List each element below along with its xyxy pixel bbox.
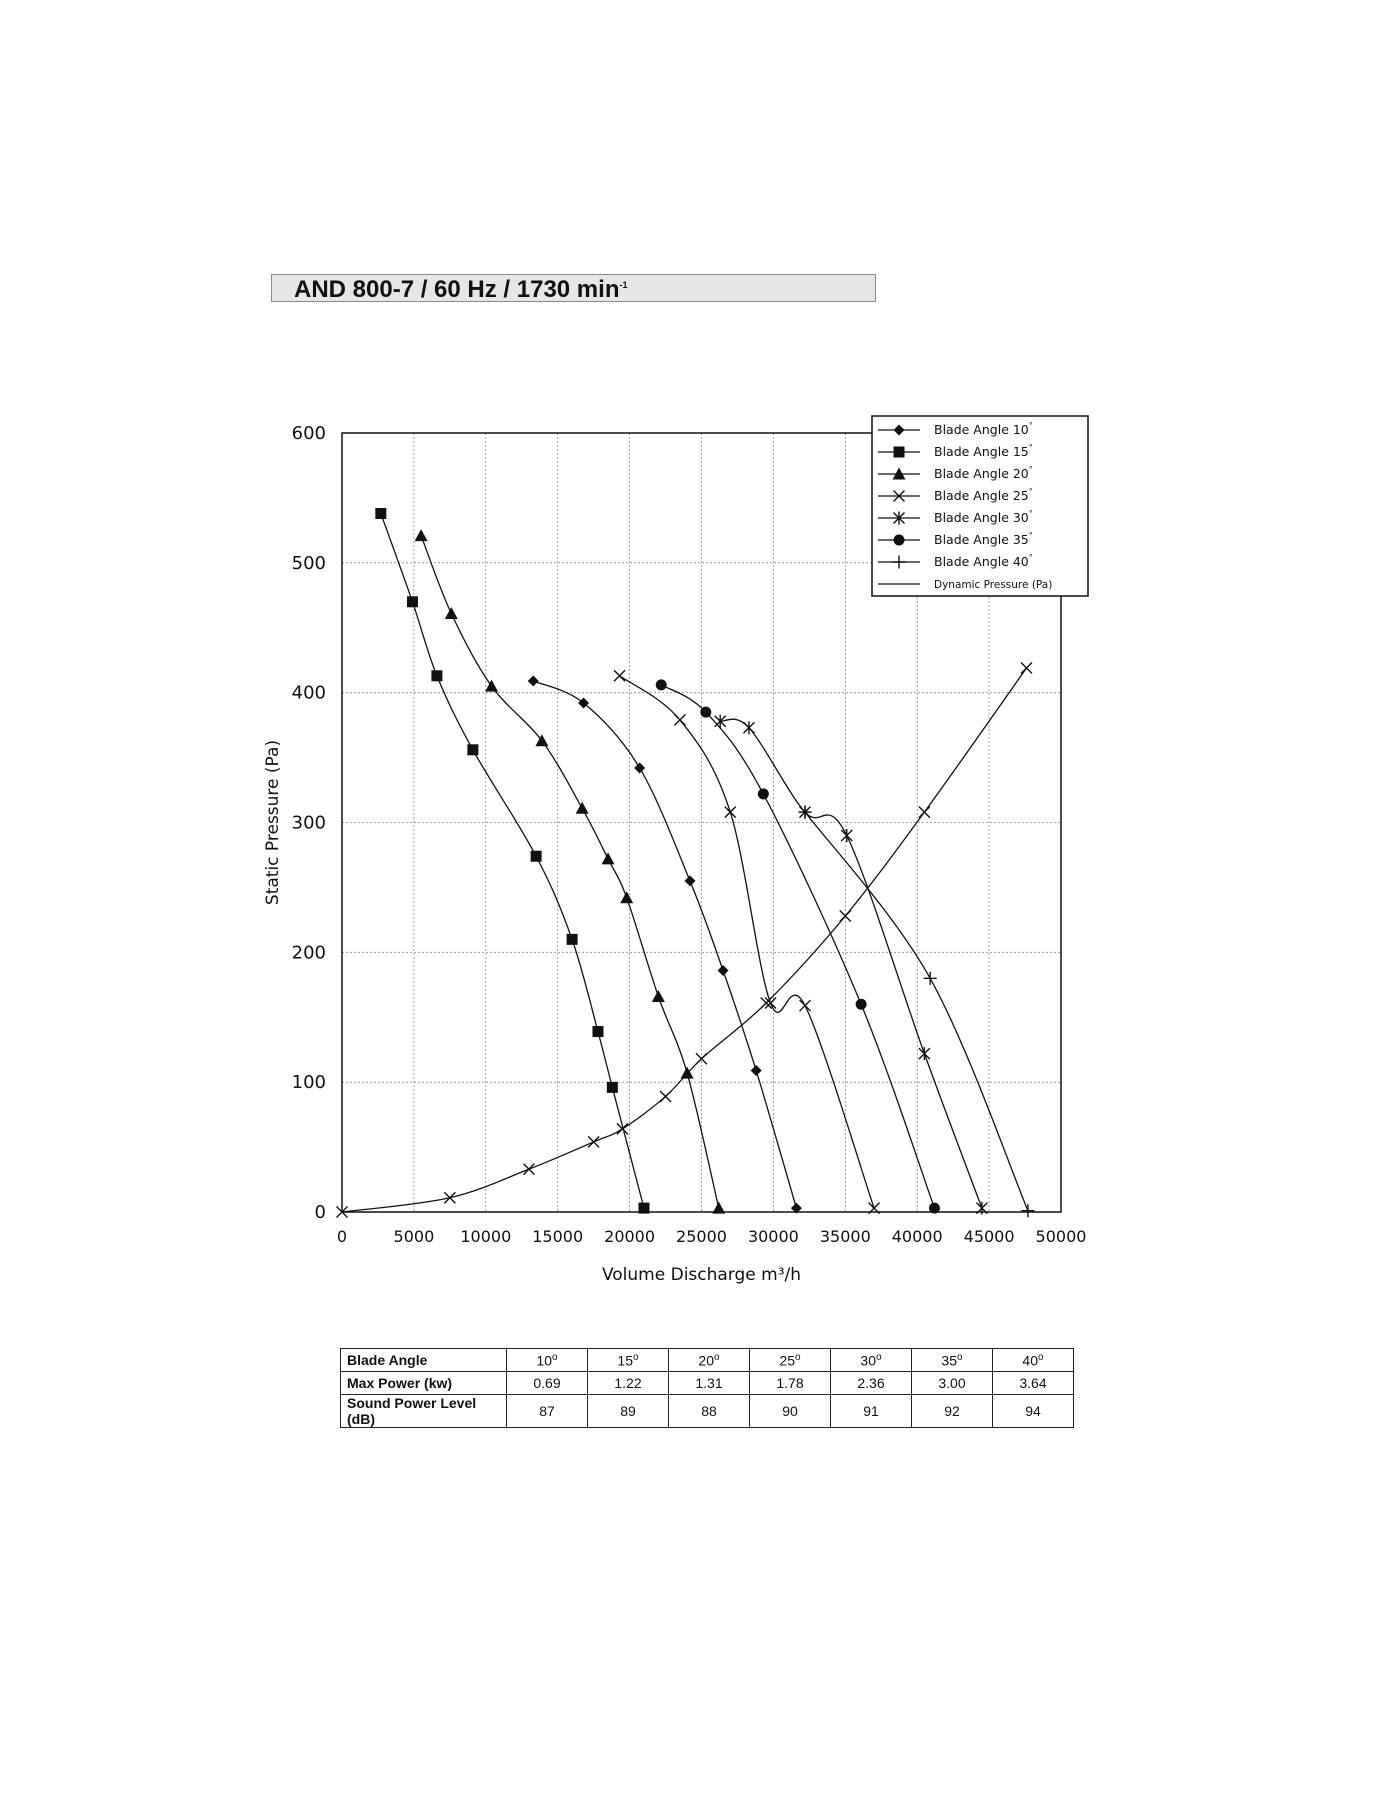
table-cell: 87 bbox=[507, 1395, 588, 1428]
data-point bbox=[638, 1203, 649, 1214]
legend-label: Blade Angle 35° bbox=[934, 531, 1033, 547]
data-point bbox=[758, 788, 769, 799]
table-cell: 1.78 bbox=[750, 1372, 831, 1395]
data-point bbox=[751, 1065, 762, 1076]
y-tick-label: 400 bbox=[291, 682, 326, 704]
data-point bbox=[976, 1202, 987, 1215]
y-tick-label: 100 bbox=[291, 1072, 326, 1094]
data-point bbox=[652, 990, 665, 1002]
data-point bbox=[656, 679, 667, 690]
data-point bbox=[444, 1192, 455, 1203]
angle-cell: 30$^o$ bbox=[831, 1349, 912, 1372]
series-group bbox=[715, 715, 988, 1215]
table-row bbox=[341, 1372, 1074, 1395]
data-point bbox=[929, 1203, 940, 1214]
data-point bbox=[614, 670, 625, 681]
data-point bbox=[841, 829, 852, 842]
y-tick-label: 600 bbox=[291, 423, 326, 444]
angle-cell: 15$^o$ bbox=[588, 1349, 669, 1372]
data-point bbox=[674, 714, 685, 725]
legend-label: Blade Angle 40° bbox=[934, 553, 1033, 569]
data-point bbox=[919, 1047, 930, 1060]
row-label: Sound Power Level (dB) bbox=[341, 1395, 507, 1428]
data-point bbox=[531, 851, 542, 862]
degree-mark: ° bbox=[1028, 553, 1033, 562]
series-group bbox=[415, 529, 726, 1214]
table-row bbox=[341, 1395, 1074, 1428]
angle-cell: 10$^o$ bbox=[507, 1349, 588, 1372]
x-axis-label: Volume Discharge m³/h bbox=[601, 1265, 802, 1285]
data-point bbox=[485, 680, 498, 692]
data-point bbox=[602, 852, 615, 864]
table-cell: 92 bbox=[912, 1395, 993, 1428]
table-cell: 94 bbox=[993, 1395, 1074, 1428]
data-point bbox=[919, 807, 930, 818]
legend-label: Blade Angle 10° bbox=[934, 421, 1033, 437]
data-point bbox=[415, 529, 428, 541]
title-exponent: -1 bbox=[619, 280, 628, 290]
series-line bbox=[620, 676, 875, 1208]
table-cell: 3.64 bbox=[993, 1372, 1074, 1395]
x-tick-label: 20000 bbox=[604, 1227, 656, 1246]
data-point bbox=[588, 1136, 599, 1147]
data-point bbox=[634, 762, 645, 773]
table-cell: 2.36 bbox=[831, 1372, 912, 1395]
data-point bbox=[576, 802, 589, 814]
data-point bbox=[856, 999, 867, 1010]
degree-mark: ° bbox=[1028, 443, 1033, 452]
table-cell: 3.00 bbox=[912, 1372, 993, 1395]
data-point bbox=[1021, 1204, 1034, 1217]
table-cell: 91 bbox=[831, 1395, 912, 1428]
data-point bbox=[924, 972, 937, 985]
data-point bbox=[528, 675, 539, 686]
y-tick-label: 200 bbox=[291, 942, 326, 964]
x-tick-label: 50000 bbox=[1035, 1227, 1087, 1246]
series-group bbox=[614, 670, 880, 1213]
table-cell: 90 bbox=[750, 1395, 831, 1428]
series-line bbox=[661, 685, 934, 1208]
table-header-row bbox=[341, 1349, 1074, 1372]
table-cell: 88 bbox=[669, 1395, 750, 1428]
x-tick-label: 10000 bbox=[460, 1227, 512, 1246]
x-tick-label: 15000 bbox=[532, 1227, 584, 1246]
data-point bbox=[840, 910, 851, 921]
series-group bbox=[342, 668, 1026, 1212]
legend-label: Blade Angle 25° bbox=[934, 487, 1033, 503]
series-line bbox=[421, 536, 719, 1209]
data-point bbox=[725, 807, 736, 818]
series-layer bbox=[337, 508, 1035, 1218]
data-point bbox=[894, 447, 905, 458]
series-line bbox=[342, 668, 1026, 1212]
data-point bbox=[700, 707, 711, 718]
table-cell: 1.31 bbox=[669, 1372, 750, 1395]
data-point bbox=[800, 1000, 811, 1011]
table-header-label: Blade Angle bbox=[341, 1349, 507, 1372]
table-cell: 1.22 bbox=[588, 1372, 669, 1395]
y-tick-label: 300 bbox=[291, 812, 326, 834]
y-tick-label: 500 bbox=[291, 552, 326, 574]
x-tick-label: 45000 bbox=[963, 1227, 1015, 1246]
x-tick-label: 30000 bbox=[747, 1227, 799, 1246]
table-cell: 0.69 bbox=[507, 1372, 588, 1395]
data-point bbox=[718, 965, 729, 976]
data-point bbox=[445, 607, 458, 619]
dynamic-pressure-markers bbox=[337, 662, 1032, 1217]
degree-mark: ° bbox=[1028, 509, 1033, 518]
data-point bbox=[712, 1202, 725, 1214]
legend-label: Blade Angle 20° bbox=[934, 465, 1033, 481]
angle-cell: 35$^o$ bbox=[912, 1349, 993, 1372]
data-point bbox=[431, 670, 442, 681]
data-point bbox=[567, 934, 578, 945]
data-point bbox=[620, 891, 633, 903]
series-line bbox=[805, 812, 1028, 1211]
x-tick-label: 5000 bbox=[393, 1227, 435, 1246]
angle-cell: 20$^o$ bbox=[669, 1349, 750, 1372]
y-tick-label: 0 bbox=[314, 1202, 326, 1223]
title-main: AND 800-7 / 60 Hz / 1730 min bbox=[294, 276, 620, 303]
angle-cell: 25$^o$ bbox=[750, 1349, 831, 1372]
y-axis-label: Static Pressure (Pa) bbox=[263, 739, 283, 906]
data-point bbox=[894, 535, 905, 546]
data-point bbox=[743, 721, 754, 734]
data-point bbox=[407, 596, 418, 607]
degree-mark: ° bbox=[1028, 531, 1033, 540]
data-point bbox=[607, 1082, 618, 1093]
data-point bbox=[592, 1026, 603, 1037]
data-point bbox=[375, 508, 386, 519]
degree-mark: ° bbox=[1028, 487, 1033, 496]
row-label: Max Power (kw) bbox=[341, 1372, 507, 1395]
series-group bbox=[656, 679, 940, 1213]
legend-box bbox=[872, 416, 1088, 596]
data-point bbox=[660, 1091, 671, 1102]
legend-label: Blade Angle 15° bbox=[934, 443, 1033, 459]
angle-cell: 40$^o$ bbox=[993, 1349, 1074, 1372]
degree-mark: ° bbox=[1028, 465, 1033, 474]
x-tick-label: 35000 bbox=[819, 1227, 871, 1246]
blade-angle-table bbox=[340, 1348, 1074, 1428]
degree-mark: ° bbox=[1028, 421, 1033, 430]
data-point bbox=[523, 1164, 534, 1175]
x-tick-label: 40000 bbox=[891, 1227, 943, 1246]
x-tick-label: 0 bbox=[336, 1227, 348, 1246]
legend bbox=[872, 416, 1088, 596]
table-cell: 89 bbox=[588, 1395, 669, 1428]
data-point bbox=[1021, 662, 1032, 673]
legend-label: Dynamic Pressure (Pa) bbox=[934, 579, 1053, 591]
x-tick-label: 25000 bbox=[676, 1227, 727, 1246]
data-point bbox=[467, 744, 478, 755]
data-point bbox=[684, 875, 695, 886]
legend-label: Blade Angle 30° bbox=[934, 509, 1033, 525]
